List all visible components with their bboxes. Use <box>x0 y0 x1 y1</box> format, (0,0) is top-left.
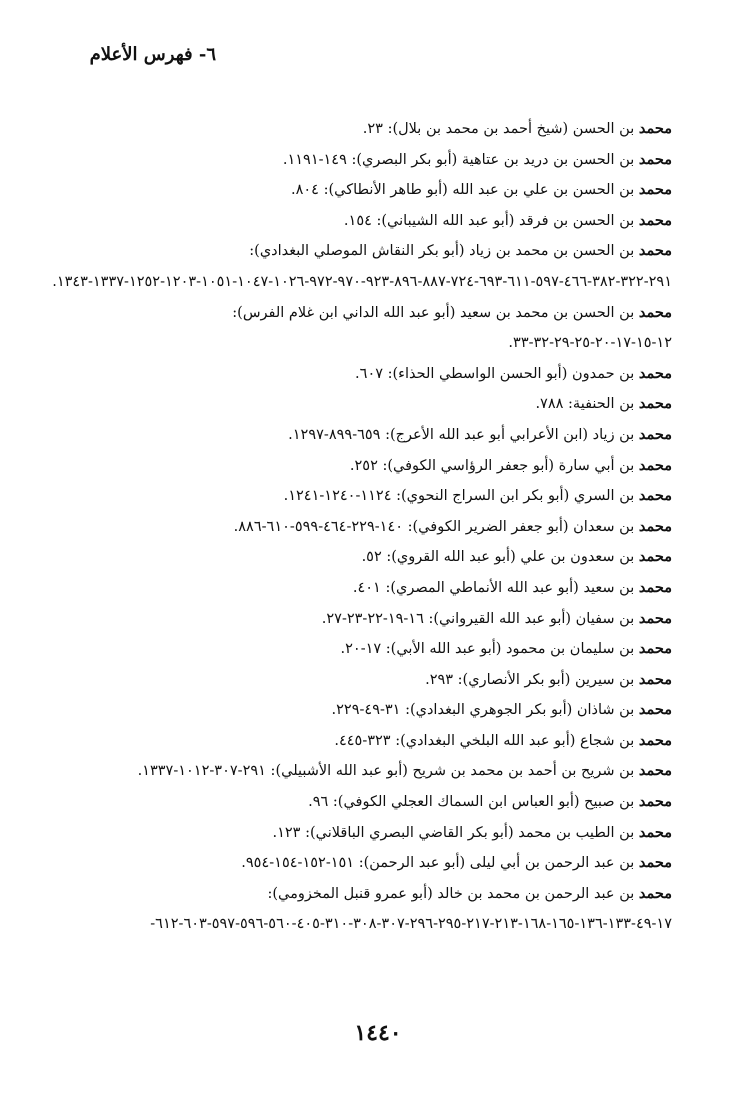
entry-name: محمد <box>638 425 672 443</box>
entry-name: محمد <box>638 793 672 811</box>
entry-name: محمد <box>638 303 672 321</box>
entry-name: محمد <box>638 548 672 566</box>
entry-name: محمد <box>638 823 672 841</box>
index-entry <box>104 206 672 237</box>
index-entry <box>104 879 672 940</box>
index-entry <box>104 298 672 359</box>
entry-name: محمد <box>638 487 672 505</box>
index-entry <box>104 604 672 635</box>
index-entry <box>104 359 672 390</box>
entry-text: بن سعيد (أبو عبد الله الأنماطي المصري): ٤٠١. <box>352 579 635 596</box>
index-entry <box>104 573 672 604</box>
entry-text: بن الحسن (شيخ أحمد بن محمد بن بلال): ٢٣. <box>362 121 635 137</box>
entry-name: محمد <box>638 456 672 474</box>
entry-text: بن الحسن بن محمد بن زياد (أبو بكر النقاش الموصلي البغدادي): ٢٩١-٣٢٢-٣٨٢-٤٦٦-٥٩٧-٦١١-٦٩٣-٧٢٤-٨٨٧-٨٩٦-٩٢٣-٩٧٠-٩٧٢-١٠٢٦-١٠٤٧-١٠٥١-١٢٠٣-١٢٥٢-١٣٣٧-١٣٤٣. <box>52 243 672 290</box>
entry-text: بن الحسن بن علي بن عبد الله (أبو طاهر الأنطاكي): ٨٠٤. <box>290 182 635 199</box>
index-entry <box>104 848 672 879</box>
index-entries <box>52 114 672 940</box>
entry-text: بن زياد (ابن الأعرابي أبو عبد الله الأعرج): ٦٥٩-٨٩٩-١٢٩٧. <box>288 426 635 443</box>
index-entry <box>104 665 672 696</box>
entry-text: بن الحسن بن محمد بن سعيد (أبو عبد الله الداني ابن غلام الفرس): ١٢-١٥-١٧-٢٠-٢٥-٢٩-٣٢-٣٣. <box>232 304 672 352</box>
index-entry <box>104 787 672 818</box>
index-entry <box>104 481 672 512</box>
entry-name: محمد <box>638 181 672 199</box>
entry-text: بن سفيان (أبو عبد الله القيرواني): ١٦-١٩-٢٢-٢٣-٢٧. <box>321 610 635 627</box>
entry-text: بن الحنفية: ٧٨٨. <box>535 396 635 413</box>
page-number: ١٤٤٠ <box>354 1020 402 1046</box>
entry-text: بن شجاع (أبو عبد الله البلخي البغدادي): ٣٢٣-٤٤٥. <box>334 732 635 749</box>
index-entry <box>104 145 672 176</box>
entry-name: محمد <box>638 120 672 137</box>
entry-name: محمد <box>638 640 672 658</box>
index-entry <box>104 512 672 543</box>
index-entry <box>104 634 672 665</box>
index-entry <box>104 451 672 482</box>
entry-text: بن الطيب بن محمد (أبو بكر القاضي البصري الباقلاني): ١٢٣. <box>272 824 635 841</box>
entry-text: بن الحسن بن دريد بن عتاهية (أبو بكر البصري): ١٤٩-١١٩١. <box>282 151 635 168</box>
index-entry <box>104 695 672 726</box>
entry-name: محمد <box>638 670 672 688</box>
entry-name: محمد <box>638 609 672 627</box>
index-entry <box>52 236 672 297</box>
entry-text: بن أبي سارة (أبو جعفر الرؤاسي الكوفي): ٢٥٢. <box>349 457 635 474</box>
entry-name: محمد <box>638 884 672 902</box>
entry-name: محمد <box>638 517 672 535</box>
entry-name: محمد <box>638 211 672 229</box>
entry-text: بن سيرين (أبو بكر الأنصاري): ٢٩٣. <box>425 671 635 688</box>
entry-name: محمد <box>638 762 672 780</box>
index-entry <box>104 175 672 206</box>
entry-name: محمد <box>638 854 672 872</box>
entry-name: محمد <box>638 395 672 413</box>
index-entry <box>104 389 672 420</box>
entry-text: بن سليمان بن محمود (أبو عبد الله الأبي): ١٧-٢٠. <box>340 641 635 658</box>
index-entry <box>104 420 672 451</box>
entry-name: محمد <box>638 364 672 382</box>
index-entry <box>104 818 672 849</box>
entry-text: بن صبيح (أبو العباس ابن السماك العجلي الكوفي): ٩٦. <box>308 794 635 811</box>
entry-name: محمد <box>638 242 672 260</box>
entry-text: بن سعدان (أبو جعفر الضرير الكوفي): ١٤٠-٢٢٩-٤٦٤-٥٩٩-٦١٠-٨٨٦. <box>233 518 635 535</box>
index-entry <box>104 756 672 787</box>
index-entry <box>104 726 672 757</box>
entry-text: بن الحسن بن فرقد (أبو عبد الله الشيباني): ١٥٤. <box>343 212 635 229</box>
entry-name: محمد <box>638 578 672 596</box>
entry-text: بن شاذان (أبو بكر الجوهري البغدادي): ٣١-٤٩-٢٢٩. <box>331 702 635 719</box>
index-entry <box>104 542 672 573</box>
entry-name: محمد <box>638 150 672 168</box>
entry-text: بن السري (أبو بكر ابن السراج النحوي): ١١٢٤-١٢٤٠-١٢٤١. <box>283 488 635 505</box>
section-header: ٦- فهرس الأعلام <box>89 44 216 65</box>
entry-name: محمد <box>638 701 672 719</box>
index-entry <box>104 114 672 145</box>
entry-name: محمد <box>638 731 672 749</box>
entry-text: بن حمدون (أبو الحسن الواسطي الحذاء): ٦٠٧. <box>355 365 635 382</box>
entry-text: بن عبد الرحمن بن محمد بن خالد (أبو عمرو قنبل المخزومي): ١٧-٤٩-١٣٣-١٣٦-١٦٥-١٦٨-٢١٣-٢١٧-٢٩٥-٢٩٦-٣٠٧-٣٠٨-٣١٠-٤٠٥-٥٦٠-٥٩٦-٥٩٧-٦٠٣-٦١٢- <box>150 885 672 933</box>
entry-text: بن سعدون بن علي (أبو عبد الله القروي): ٥٢. <box>361 549 635 566</box>
entry-text: بن عبد الرحمن بن أبي ليلى (أبو عبد الرحمن): ١٥١-١٥٢-١٥٤-٩٥٤. <box>241 855 635 872</box>
entry-text: بن شريح بن أحمد بن محمد بن شريح (أبو عبد الله الأشبيلي): ٢٩١-٣٠٧-١٠١٢-١٣٣٧. <box>137 763 635 780</box>
